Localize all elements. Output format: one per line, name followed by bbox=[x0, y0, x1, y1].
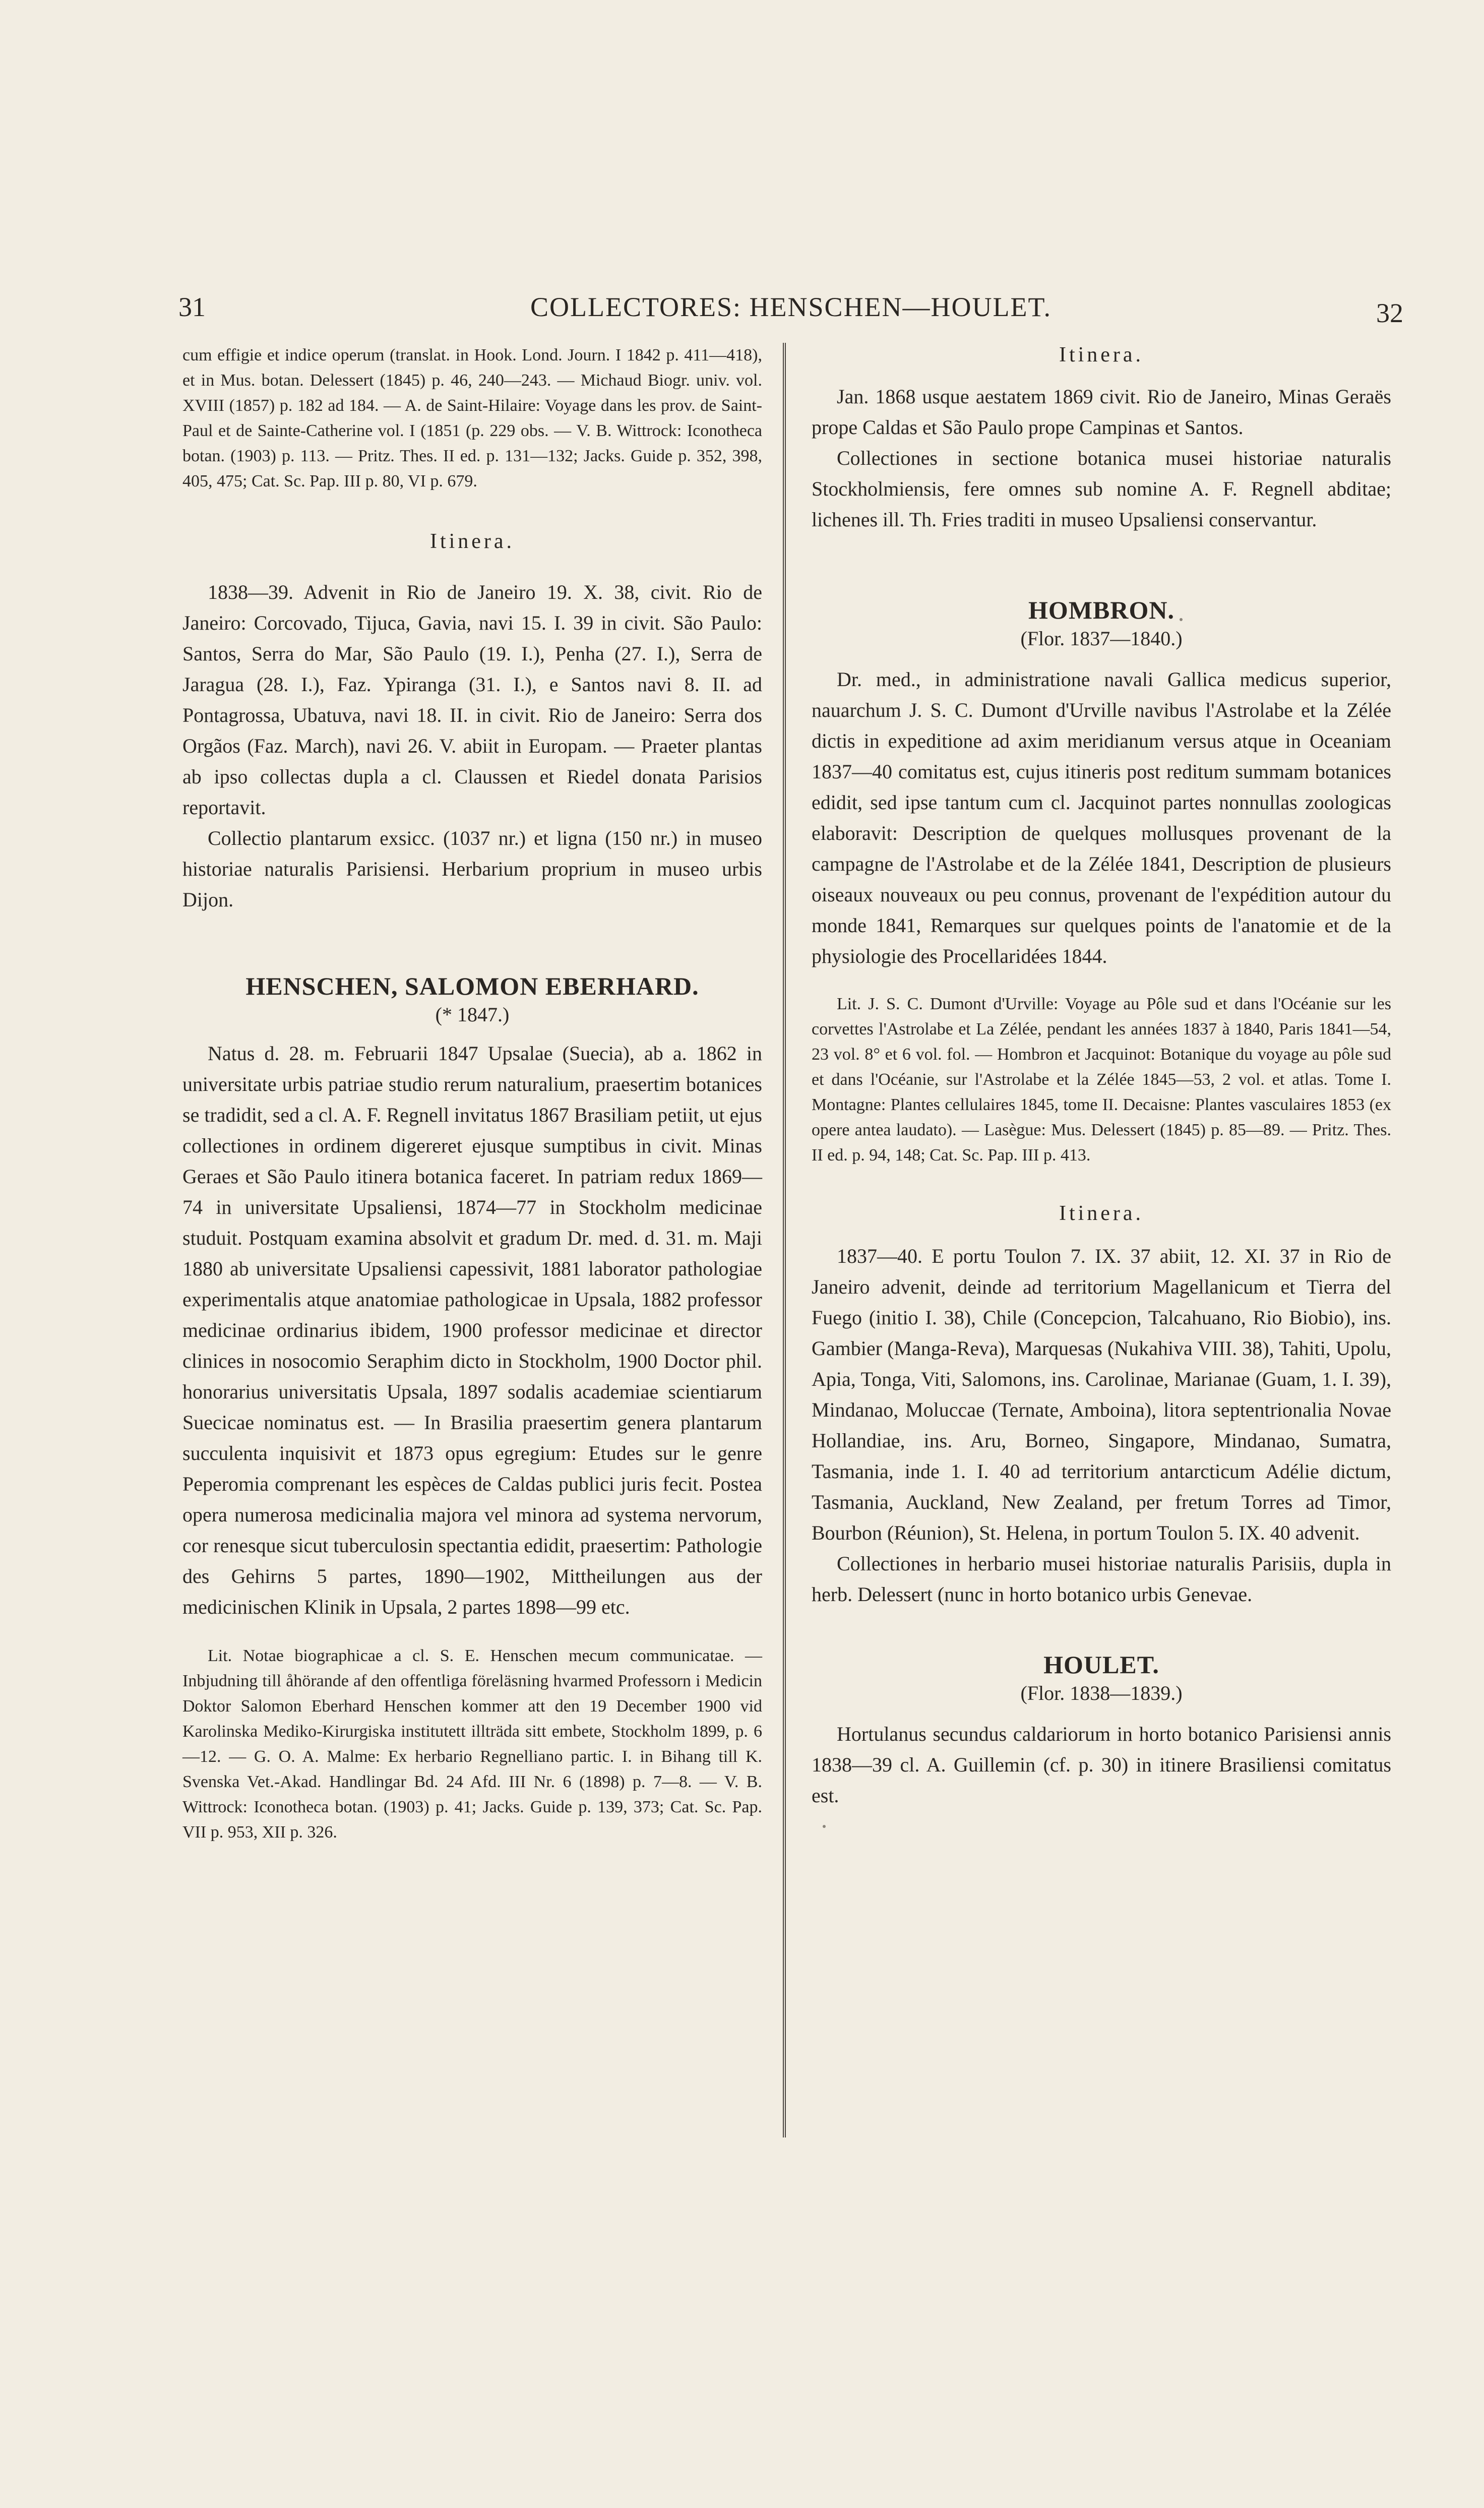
paper-speck bbox=[1180, 618, 1183, 621]
right-column bbox=[812, 343, 1391, 1811]
column-divider bbox=[783, 343, 786, 2137]
entry-dates-houlet: (Flor. 1838—1839.) bbox=[1020, 1682, 1183, 1704]
entry-name-houlet: HOULET. bbox=[1043, 1650, 1159, 1679]
biography-henschen: Natus d. 28. m. Februarii 1847 Upsalae (Suecia), ab a. 1862 in universitate urbis patriae studio rerum naturalium, praesertim botanices se tradidit, sed a cl. A. F. Regnell invitatus 1867 Brasiliam petiit, ut ejus collectiones in ordinem digereret ejusque sumptibus in civit. Minas Geraes et São Paulo itinera botanica faceret. In patriam redux 1869—74 in universitate Upsaliensi, 1874—77 in Stockholm medicinae studuit. Postquam examina absolvit et gradum Dr. med. d. 31. m. Maji 1880 ab universitate Upsaliensi capessivit, 1881 laborator pathologiae experimentalis atque anatomiae pathologicae in Upsala, 1882 professor medicinae ordinarius ibidem, 1900 professor medicinae et director clinices in nosocomio Seraphim dicto in Stockholm, 1900 Doctor phil. honorarius universitatis Upsala, 1897 sodalis academiae scientiarum Suecicae nominatus est. — In Brasilia praesertim genera plantarum succulenta inquisivit et 1873 opus egregium: Etudes sur le genre Peperomia comprenant les espèces de Caldas publici juris fecit. Postea opera numerosa medicinalia majora vel minora ad systema nervorum, cor renesque sicut tuberculosin spectantia edidit, praesertim: Pathologie des Gehirns 5 partes, 1890—1902, Mittheilungen aus der medicinischen Klinik in Upsala, 2 partes 1898—99 etc. bbox=[182, 1042, 762, 1618]
left-column bbox=[182, 343, 762, 1845]
page-number-right: 32 bbox=[1376, 298, 1403, 328]
entry-name-henschen: HENSCHEN, SALOMON EBERHARD. bbox=[245, 972, 699, 1000]
itinera-heading-henschen: Itinera. bbox=[1059, 343, 1144, 366]
page-number-left: 31 bbox=[178, 292, 206, 322]
running-title: COLLECTORES: HENSCHEN—HOULET. bbox=[530, 292, 1052, 322]
literature-hombron: Lit. J. S. C. Dumont d'Urville: Voyage au Pôle sud et dans l'Océanie sur les corvettes l'Astrolabe et La Zélée, pendant les années 1837 à 1840, Paris 1841—54, 23 vol. 8° et 6 vol. fol. — Hombron et Jacquinot: Botanique du voyage au pôle sud et dans l'Océanie, sur l'Astrolabe et la Zélée 1845—53, 2 vol. et atlas. Tome I. Montagne: Plantes cellulaires 1845, tome II. Decaisne: Plantes vasculaires 1853 (ex opere antea laudato). — Lasègue: Mus. Delessert (1845) p. 85—89. — Pritz. Thes. II ed. p. 94, 148; Cat. Sc. Pap. III p. 413. bbox=[812, 995, 1391, 1165]
itinera-paragraph: 1838—39. Advenit in Rio de Janeiro 19. X. 38, civit. Rio de Janeiro: Corcovado, Tijuca, Gavia, navi 15. I. 39 in civit. São Paulo: Santos, Serra do Mar, São Paulo (19. I.), Penha (27. I.), Serra de Jaragua (28. I.), Faz. Ypiranga (31. I.), e Santos navi 8. II. ad Pontagrossa, Ubatuva, navi 18. II. in civit. Rio de Janeiro: Serra dos Orgãos (Faz. March), navi 26. V. abiit in Europam. — Praeter plantas ab ipso collectas dupla a cl. Claussen et Riedel donata Parisios reportavit. bbox=[182, 581, 762, 819]
entry-dates-hombron: (Flor. 1837—1840.) bbox=[1020, 627, 1183, 650]
collections-henschen: Collectiones in sectione botanica musei historiae naturalis Stockholmiensis, fere omnes sub nomine A. F. Regnell abditae; lichenes ill. Th. Fries traditi in museo Upsaliensi conservantur. bbox=[812, 447, 1391, 531]
itinera-heading-hombron: Itinera. bbox=[1059, 1202, 1144, 1225]
biography-houlet: Hortulanus secundus caldariorum in horto botanico Parisiensi annis 1838—39 cl. A. Guillemin (cf. p. 30) in itinere Brasiliensi comitatus est. bbox=[812, 1723, 1391, 1807]
itinera-henschen: Jan. 1868 usque aestatem 1869 civit. Rio de Janeiro, Minas Geraës prope Caldas et São Paulo prope Campinas et Santos. bbox=[812, 385, 1391, 439]
running-header bbox=[178, 291, 1403, 332]
entry-name-hombron: HOMBRON. bbox=[1028, 596, 1174, 624]
collections-hombron: Collectiones in herbario musei historiae naturalis Parisiis, dupla in herb. Delessert (nunc in horto botanico urbis Genevae. bbox=[812, 1552, 1391, 1606]
itinera-hombron: 1837—40. E portu Toulon 7. IX. 37 abiit, 12. XI. 37 in Rio de Janeiro advenit, deinde ad territorium Magellanicum et Tierra del Fuego (initio I. 38), Chile (Concepcion, Talcahuano, Rio Biobio), ins. Gambier (Manga-Reva), Marquesas (Nukahiva VIII. 38), Tahiti, Upolu, Apia, Tonga, Viti, Salomons, ins. Carolinae, Marianae (Guam, 1. I. 39), Mindanao, Moluccae (Ternate, Amboina), litora septentrionalia Novae Hollandiae, ins. Aru, Borneo, Singapore, Mindanao, Sumatra, Tasmania, inde 1. I. 40 ad territorium antarcticum Adélie dictum, Tasmania, Auckland, New Zealand, per fretum Torres ad Timor, Bourbon (Réunion), St. Helena, in portum Toulon 5. IX. 40 advenit. bbox=[812, 1245, 1391, 1544]
itinera-heading: Itinera. bbox=[429, 530, 515, 553]
collection-paragraph: Collectio plantarum exsicc. (1037 nr.) et ligna (150 nr.) in museo historiae naturalis Parisiensi. Herbarium proprium in museo urbis Dijon. bbox=[182, 827, 762, 911]
literature-henschen: Lit. Notae biographicae a cl. S. E. Henschen mecum communicatae. — Inbjudning till åhörande af den offentliga föreläsning hvarmed Professorn i Medicin Doktor Salomon Eberhard Henschen kommer att den 19 December 1900 vid Karolinska Mediko-Kirurgiska institutett illträda sitt embete, Stockholm 1899, p. 6—12. — G. O. A. Malme: Ex herbario Regnelliano partic. I. in Bihang till K. Svenska Vet.-Akad. Handlingar Bd. 24 Afd. III Nr. 6 (1898) p. 7—8. — V. B. Wittrock: Iconotheca botan. (1903) p. 41; Jacks. Guide p. 139, 373; Cat. Sc. Pap. VII p. 953, XII p. 326. bbox=[182, 1646, 762, 1842]
biography-hombron: Dr. med., in administratione navali Gallica medicus superior, nauarchum J. S. C. Dumont d'Urville navibus l'Astrolabe et la Zélée dictis in expeditione ad axim meridianum versus atque in Oceaniam 1837—40 comitatus est, cujus itineris post reditum summam botanices edidit, sed ipse tantum cum cl. Jacquinot partes nonnullas zoologicas elaboravit: Description de quelques mollusques provenant de la campagne de l'Astrolabe et de la Zélée 1841, Description de plusieurs oiseaux nouveaux ou peu connus, provenant de l'expédition autour du monde 1841, Remarques sur quelques points de l'anatomie et de la physiologie des Procellaridées 1844. bbox=[812, 668, 1391, 967]
continued-literature: cum effigie et indice operum (translat. in Hook. Lond. Journ. I 1842 p. 411—418), et in Mus. botan. Delessert (1845) p. 46, 240—243. — Michaud Biogr. univ. vol. XVIII (1857) p. 182 ad 184. — A. de Saint-Hilaire: Voyage dans les prov. de Saint-Paul et de Sainte-Catherine vol. I (1851 (p. 229 obs. — V. B. Wittrock: Iconotheca botan. (1903) p. 113. — Pritz. Thes. II ed. p. 131—132; Jacks. Guide p. 352, 398, 405, 475; Cat. Sc. Pap. III p. 80, VI p. 679. bbox=[182, 346, 762, 491]
paper-speck bbox=[823, 1825, 826, 1828]
entry-dates-henschen: (* 1847.) bbox=[435, 1003, 510, 1026]
